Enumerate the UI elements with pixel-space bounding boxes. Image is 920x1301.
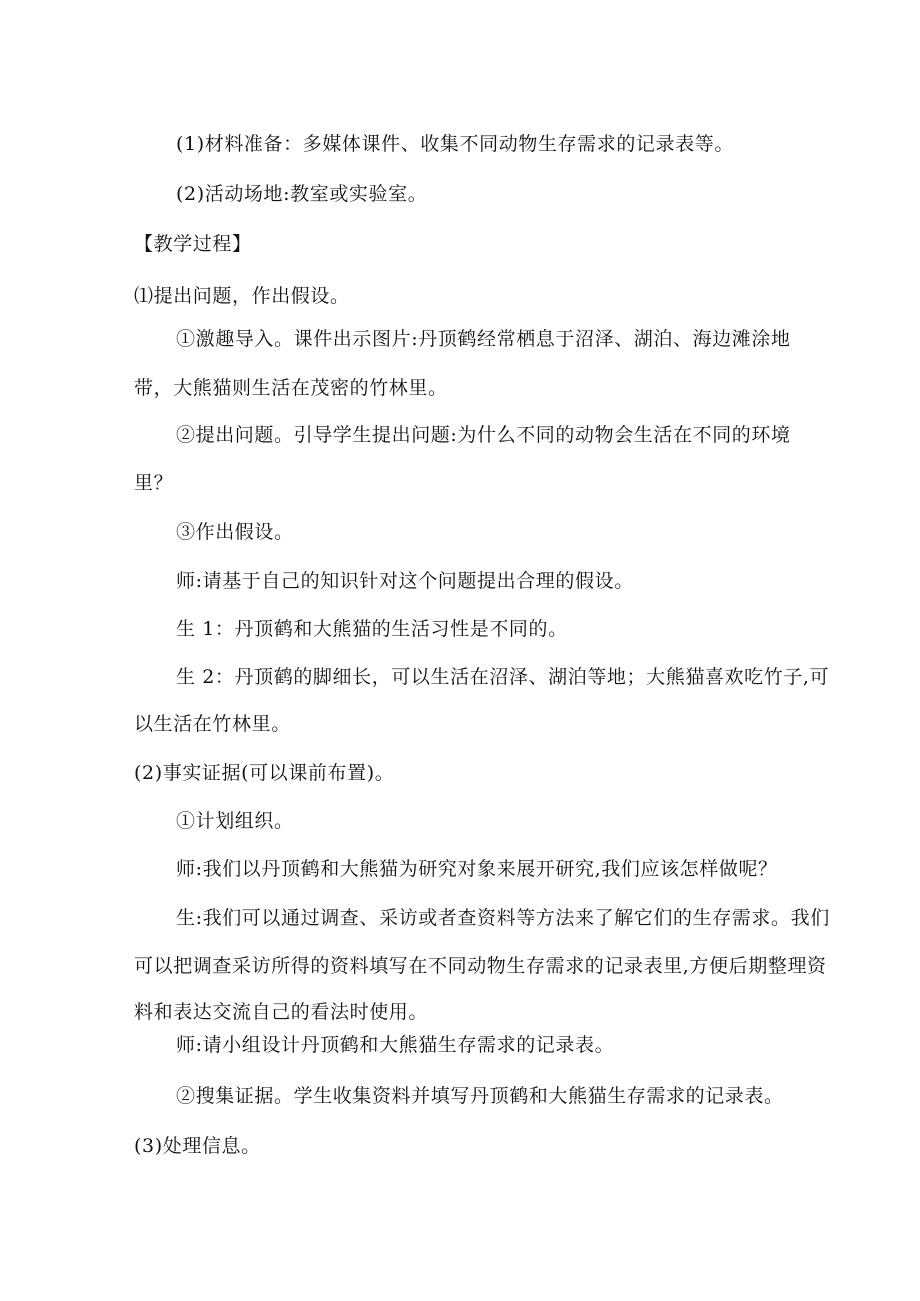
paragraph-line: 以生活在竹林里。 [134,713,291,735]
paragraph-line: 里？ [134,472,174,494]
step-1-heading: ⑴提出问题，作出假设。 [134,285,350,307]
paragraph-line: 可以把调查采访所得的资料填写在不同动物生存需求的记录表里,方便后期整理资 [134,955,827,977]
teaching-process-heading: 【教学过程】 [134,233,252,255]
paragraph-line: ③作出假设。 [176,521,294,543]
paragraph-line: 带，大熊猫则生活在茂密的竹林里。 [134,377,448,399]
material-preparation-line: (1)材料准备：多媒体课件、收集不同动物生存需求的记录表等。 [176,133,734,155]
paragraph-line: ①激趣导入。课件出示图片:丹顶鹤经常栖息于沼泽、湖泊、海边滩涂地 [176,328,791,350]
paragraph-line: 生:我们可以通过调查、采访或者查资料等方法来了解它们的生存需求。我们 [176,907,830,929]
step-3-heading: (3)处理信息。 [134,1135,261,1157]
paragraph-line: 师:请小组设计丹顶鹤和大熊猫生存需求的记录表。 [176,1034,615,1056]
paragraph-line: 师:请基于自己的知识针对这个问题提出合理的假设。 [176,570,634,592]
paragraph-line: 生 1：丹顶鹤和大熊猫的生活习性是不同的。 [176,618,568,640]
paragraph-line: 师:我们以丹顶鹤和大熊猫为研究对象来展开研究,我们应该怎样做呢？ [176,858,778,880]
paragraph-line: ①计划组织。 [176,810,294,832]
paragraph-line: ②搜集证据。学生收集资料并填写丹顶鹤和大熊猫生存需求的记录表。 [176,1085,784,1107]
activity-venue-line: (2)活动场地:教室或实验室。 [176,183,428,205]
paragraph-line: ②提出问题。引导学生提出问题:为什么不同的动物会生活在不同的环境 [176,424,791,446]
paragraph-line: 生 2：丹顶鹤的脚细长，可以生活在沼泽、湖泊等地；大熊猫喜欢吃竹子,可 [176,666,830,688]
step-2-heading: (2)事实证据(可以课前布置)。 [134,762,395,784]
paragraph-line: 料和表达交流自己的看法时使用。 [134,1001,429,1023]
